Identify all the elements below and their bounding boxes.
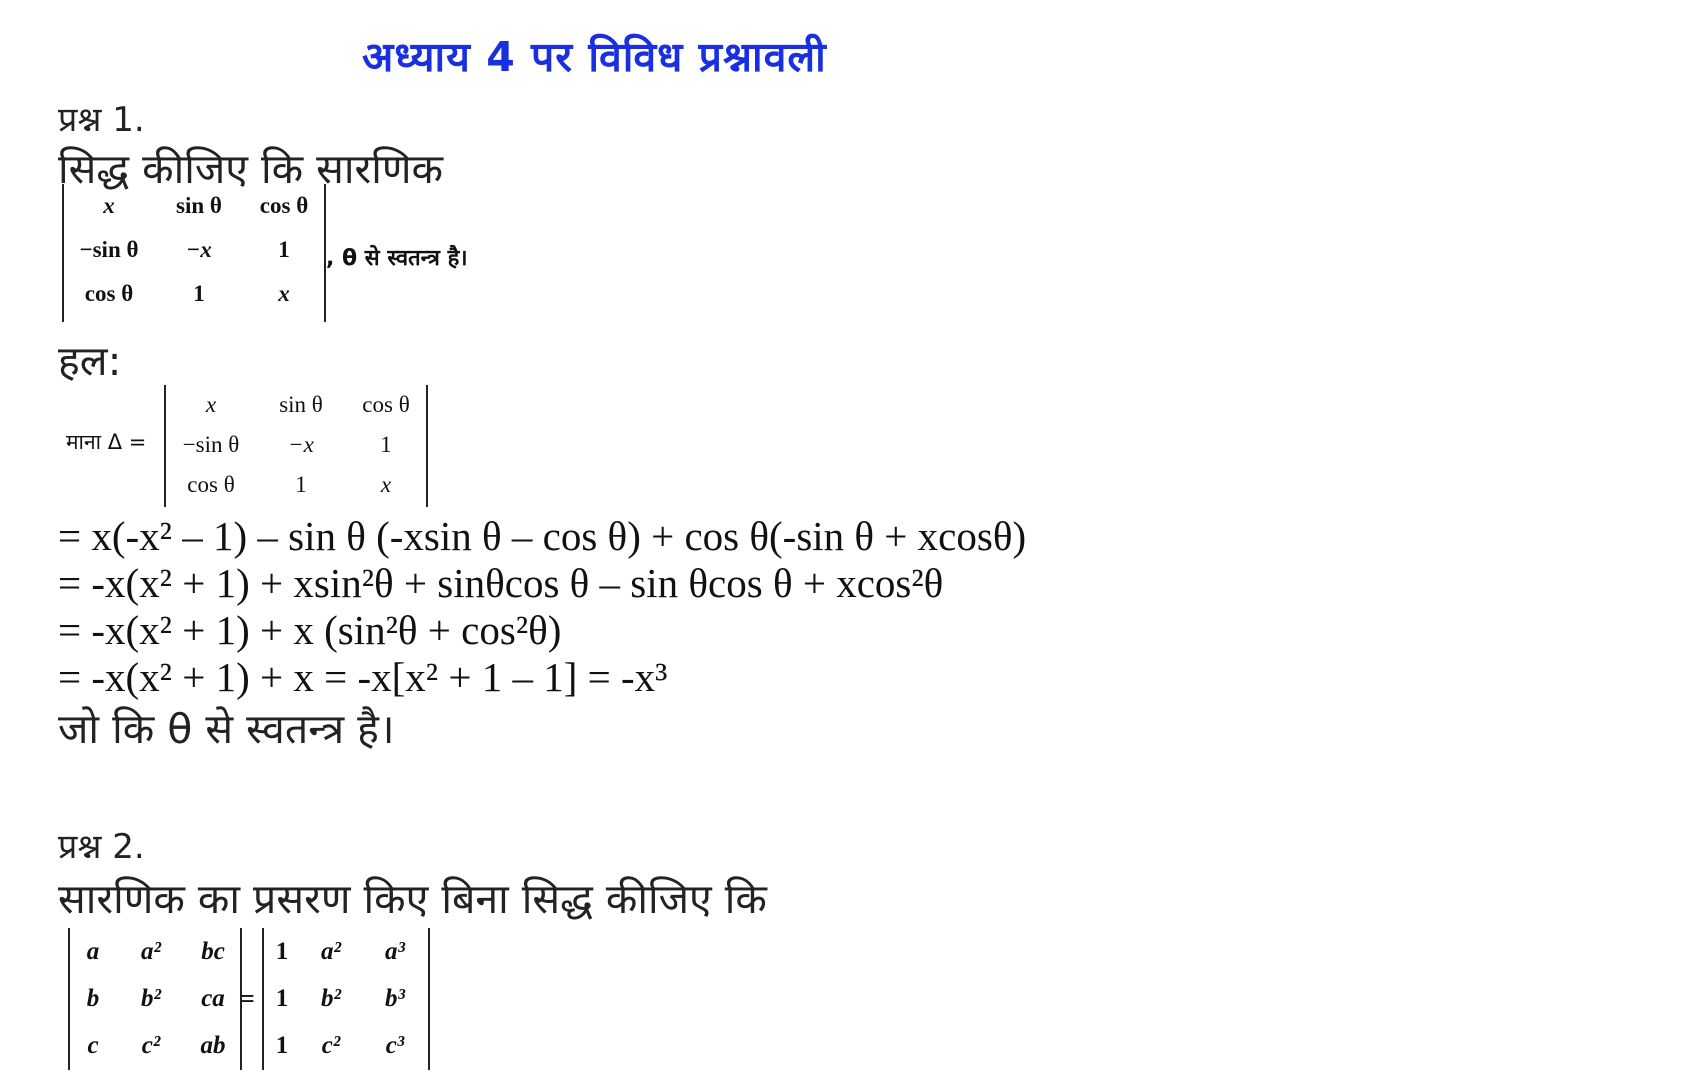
matrix-cell: 1 <box>275 937 289 965</box>
determinant-grid <box>70 928 240 1070</box>
question-1-statement: सिद्ध कीजिए कि सारणिक <box>58 145 443 193</box>
matrix-cell: cos θ <box>187 472 235 497</box>
matrix-cell: c³ <box>385 1031 405 1059</box>
matrix-cell: x <box>380 472 392 497</box>
question-2-rhs-determinant <box>262 928 430 1070</box>
matrix-cell: b³ <box>385 984 405 1012</box>
matrix-cell: 1 <box>295 472 307 497</box>
equals-sign: = <box>240 984 255 1013</box>
matrix-cell: 1 <box>193 281 205 306</box>
matrix-cell: −sin θ <box>182 432 240 457</box>
matrix-cell: bc <box>201 937 225 965</box>
matrix-cell: x <box>278 281 290 306</box>
page-title: अध्याय 4 पर विविध प्रश्नावली <box>362 33 827 81</box>
question-1-suffix: , θ से स्वतन्त्र है। <box>326 246 468 271</box>
matrix-cell: 1 <box>275 1031 289 1059</box>
matrix-cell: cos θ <box>362 392 410 417</box>
matrix-cell: x <box>103 193 115 218</box>
solution-conclusion: जो कि θ से स्वतन्त्र है। <box>58 705 395 753</box>
matrix-cell: b² <box>141 984 161 1012</box>
determinant-grid <box>264 928 428 1070</box>
determinant-right-bar <box>428 928 430 1070</box>
question-2-label: प्रश्न 2. <box>58 827 145 867</box>
matrix-cell: x <box>205 392 217 417</box>
matrix-cell: a³ <box>385 937 405 965</box>
matrix-cell: −x <box>186 237 212 262</box>
matrix-cell: b² <box>321 984 341 1012</box>
let-delta: माना Δ = <box>66 430 147 454</box>
matrix-cell: c <box>87 1031 99 1059</box>
matrix-cell: c² <box>141 1031 161 1059</box>
question-2-lhs-determinant <box>68 928 242 1070</box>
solution-step-3: = -x(x² + 1) + x (sin²θ + cos²θ) <box>58 607 562 653</box>
matrix-cell: a² <box>321 937 341 965</box>
solution-step-1: = x(-x² – 1) – sin θ (-xsin θ – cos θ) + cos θ(-sin θ + xcosθ) <box>58 513 1027 559</box>
matrix-cell: −sin θ <box>79 237 139 262</box>
solution-step-4: = -x(x² + 1) + x = -x[x² + 1 – 1] = -x³ <box>58 654 668 700</box>
matrix-cell: ca <box>201 984 225 1012</box>
matrix-cell: −x <box>288 432 314 457</box>
determinant-right-bar <box>426 385 428 507</box>
solution-determinant <box>164 385 428 507</box>
determinant-grid <box>166 385 426 507</box>
matrix-cell: 1 <box>278 237 290 262</box>
solution-step-2: = -x(x² + 1) + xsin²θ + sinθcos θ – sin θcos θ + xcos²θ <box>58 560 944 606</box>
matrix-cell: a² <box>141 937 161 965</box>
matrix-cell: cos θ <box>259 193 309 218</box>
question-2-statement: सारणिक का प्रसरण किए बिना सिद्ध कीजिए कि <box>58 875 767 923</box>
matrix-cell: a <box>86 937 100 965</box>
matrix-cell: 1 <box>275 984 289 1012</box>
matrix-cell: sin θ <box>279 392 323 417</box>
matrix-cell: cos θ <box>84 281 134 306</box>
question-1-label: प्रश्न 1. <box>58 100 145 140</box>
question-1-determinant <box>62 184 326 322</box>
determinant-grid <box>64 184 324 322</box>
solution-label: हल: <box>58 337 122 385</box>
matrix-cell: sin θ <box>176 193 222 218</box>
matrix-cell: 1 <box>380 432 392 457</box>
matrix-cell: ab <box>200 1031 226 1059</box>
matrix-cell: c² <box>321 1031 341 1059</box>
matrix-cell: b <box>86 984 100 1012</box>
